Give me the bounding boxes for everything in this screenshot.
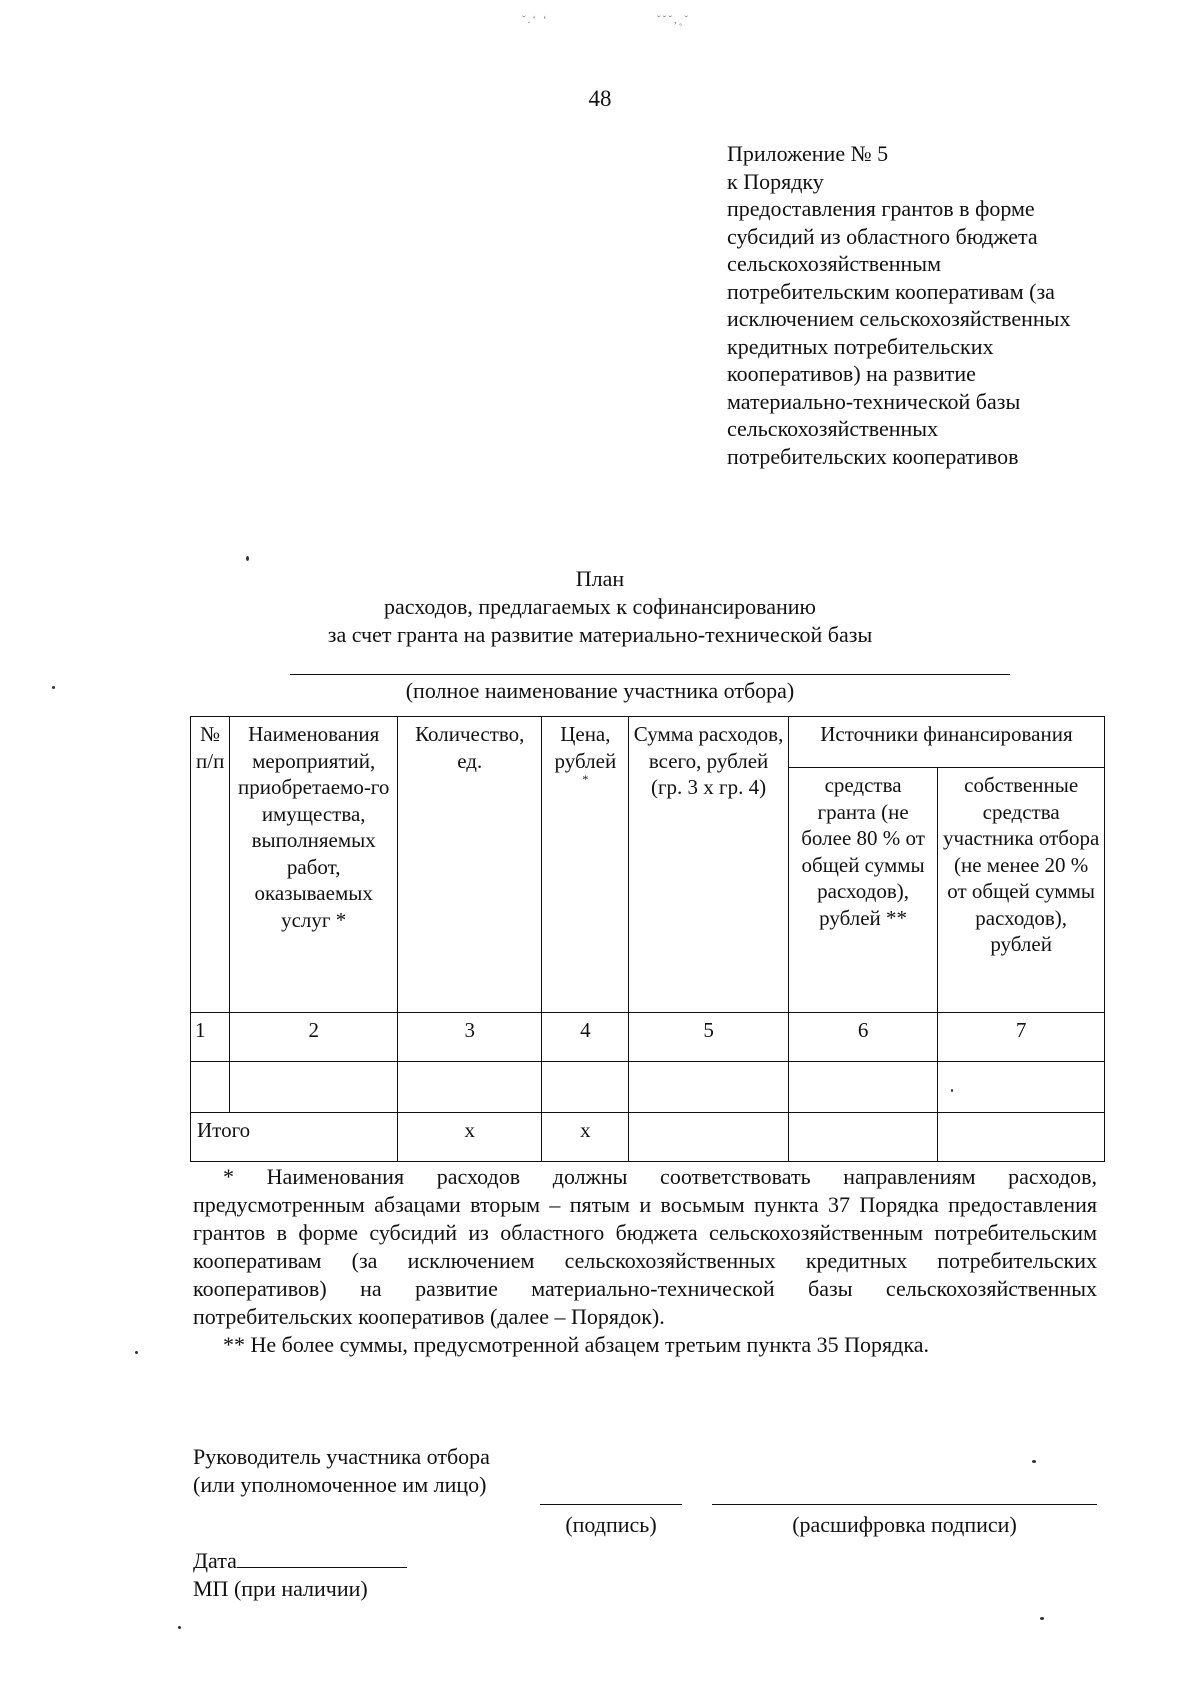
total-grant[interactable] xyxy=(788,1113,937,1162)
column-number: 4 xyxy=(542,1013,629,1062)
title-line: расходов, предлагаемых к софинансированию xyxy=(384,594,816,619)
header-no: № п/п xyxy=(191,717,230,1013)
appendix-line: кредитных потребительских xyxy=(727,333,994,359)
appendix-line: потребительских кооперативов xyxy=(727,443,1019,469)
header-own: собственные средства участника отбора (не менее 20 % от общей суммы расходов), рублей xyxy=(938,768,1105,1013)
participant-name-caption: (полное наименование участника отбора) xyxy=(405,678,795,703)
column-number: 5 xyxy=(629,1013,789,1062)
column-number: 7 xyxy=(938,1013,1105,1062)
scan-speck xyxy=(951,1089,953,1092)
appendix-line: сельскохозяйственным xyxy=(727,251,941,276)
total-qty: х xyxy=(398,1113,542,1162)
header-price-text: Цена, рублей xyxy=(554,722,617,773)
total-row xyxy=(191,1113,1105,1162)
signature-block xyxy=(193,1443,1093,1499)
signature-decode-blank[interactable] xyxy=(712,1504,1097,1505)
expense-plan-table xyxy=(190,716,1105,1162)
table-cell[interactable] xyxy=(938,1062,1105,1113)
appendix-line: кооперативов) на развитие xyxy=(727,361,976,386)
date-row xyxy=(193,1545,407,1575)
signature-caption: (подпись) xyxy=(565,1512,657,1537)
document-title xyxy=(0,565,1200,649)
scan-speck xyxy=(1040,1617,1044,1620)
column-number: 3 xyxy=(398,1013,542,1062)
appendix-line: исключением сельскохозяйственных xyxy=(727,306,1071,331)
table-cell[interactable] xyxy=(788,1062,937,1113)
footnote-1: * Наименования расходов должны соответствовать направлениям расходов, предусмотренным абзацами вторым – пятым и восьмым пункта 37 Порядка предоставления грантов в форме субсидий из областного бюджета сельскохозяйственным потребительским кооперативам (за исключением сельскохозяйственных кредитных потребительских кооперативов) на развитие материально-технической базы сельскохозяйственных потребительских кооперативов (далее – Порядок). xyxy=(193,1164,1097,1329)
header-grant: средства гранта (не более 80 % от общей суммы расходов), рублей ** xyxy=(788,768,937,1013)
appendix-line: потребительским кооперативам (за xyxy=(727,278,1055,304)
scan-speck xyxy=(52,686,55,689)
header-qty: Количество, ед. xyxy=(398,717,542,1013)
table-cell[interactable] xyxy=(629,1062,789,1113)
scan-artifact: ˇˇˇ,˳ˇ xyxy=(657,14,691,26)
table-cell[interactable] xyxy=(230,1062,398,1113)
total-label: Итого xyxy=(191,1113,398,1162)
table-cell[interactable] xyxy=(398,1062,542,1113)
appendix-line: Приложение № 5 xyxy=(727,141,889,166)
table-header-row xyxy=(191,717,1105,768)
appendix-line: материально-технической базы xyxy=(727,388,1021,414)
scan-speck xyxy=(178,1626,181,1629)
header-sources: Источники финансирования xyxy=(788,717,1104,768)
scan-speck xyxy=(246,556,249,561)
appendix-line: к Порядку xyxy=(727,168,824,194)
stamp-label: МП (при наличии) xyxy=(193,1576,368,1601)
table-row xyxy=(191,1062,1105,1113)
footnotes xyxy=(193,1163,1097,1359)
date-blank[interactable] xyxy=(237,1545,407,1568)
signature-decode-caption: (расшифровка подписи) xyxy=(792,1512,1017,1537)
date-label: Дата xyxy=(193,1548,237,1573)
footnote-2: ** Не более суммы, предусмотренной абзацем третьим пункта 35 Порядка. xyxy=(223,1332,929,1357)
header-name: Наименования мероприятий, приобретаемо-го имущества, выполняемых работ, оказываемых услуг * xyxy=(230,717,398,1013)
participant-name-blank[interactable] xyxy=(290,674,1010,675)
signer-title: Руководитель участника отбора xyxy=(193,1444,490,1469)
total-own[interactable] xyxy=(938,1113,1105,1162)
header-sum: Сумма расходов, всего, рублей (гр. 3 х гр. 4) xyxy=(629,717,789,1013)
title-line: План xyxy=(575,566,625,591)
total-sum[interactable] xyxy=(629,1113,789,1162)
column-number: 1 xyxy=(191,1013,230,1062)
total-price: х xyxy=(542,1113,629,1162)
table-cell[interactable] xyxy=(191,1062,230,1113)
page-number: 48 xyxy=(588,86,612,111)
date-stamp-block xyxy=(193,1545,407,1603)
table-cell[interactable] xyxy=(542,1062,629,1113)
scan-speck xyxy=(1032,1460,1036,1463)
column-number: 6 xyxy=(788,1013,937,1062)
signer-subtitle: (или уполномоченное им лицо) xyxy=(193,1472,487,1497)
signature-blank[interactable] xyxy=(540,1504,682,1505)
appendix-line: субсидий из областного бюджета xyxy=(727,223,1038,249)
appendix-line: предоставления грантов в форме xyxy=(727,196,1035,221)
title-line: за счет гранта на развитие материально-технической базы xyxy=(327,622,873,647)
appendix-header xyxy=(727,140,1167,470)
header-price-mark: * xyxy=(582,772,589,786)
appendix-line: сельскохозяйственных xyxy=(727,416,939,441)
column-number: 2 xyxy=(230,1013,398,1062)
scan-artifact: ˇ.ʻ ʻ xyxy=(522,14,549,26)
column-number-row xyxy=(191,1013,1105,1062)
scan-speck xyxy=(135,1351,138,1354)
header-price xyxy=(542,717,629,1013)
